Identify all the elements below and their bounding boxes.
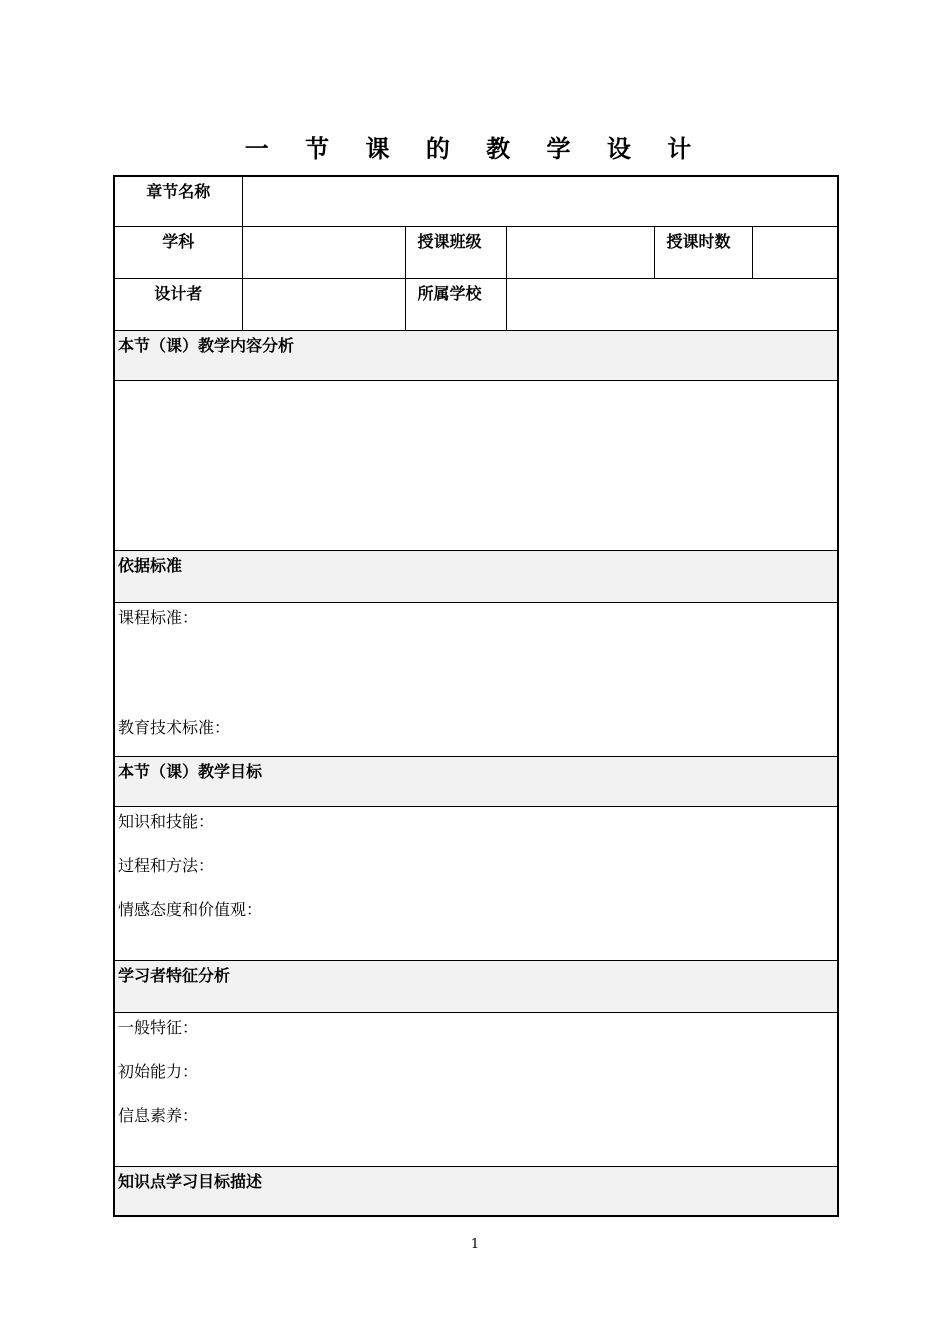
general-features-label: 一般特征：	[118, 1017, 199, 1037]
info-literacy-label: 信息素养：	[118, 1105, 199, 1125]
subject-field[interactable]	[242, 226, 405, 278]
hours-field[interactable]	[752, 226, 838, 278]
content-analysis-body[interactable]	[114, 380, 838, 550]
chapter-label: 章节名称	[114, 176, 242, 226]
learner-header: 学习者特征分析	[114, 960, 838, 1012]
page-number: 1	[470, 1237, 480, 1252]
standards-header: 依据标准	[114, 550, 838, 602]
knowledge-points-header: 知识点学习目标描述	[114, 1166, 838, 1216]
lesson-design-form	[113, 175, 839, 1217]
objectives-header: 本节（课）教学目标	[114, 756, 838, 806]
content-analysis-header: 本节（课）教学内容分析	[114, 330, 838, 380]
course-standard-label: 课程标准：	[118, 607, 199, 627]
hours-label: 授课时数	[654, 226, 752, 278]
subject-label: 学科	[114, 226, 242, 278]
chapter-field[interactable]	[242, 176, 838, 226]
knowledge-skills-label: 知识和技能：	[118, 811, 215, 831]
initial-ability-label: 初始能力：	[118, 1061, 199, 1081]
process-method-label: 过程和方法：	[118, 855, 215, 875]
class-field[interactable]	[506, 226, 654, 278]
learner-body[interactable]	[114, 1012, 838, 1166]
designer-field[interactable]	[242, 278, 405, 330]
emotion-values-label: 情感态度和价值观：	[118, 899, 263, 919]
school-field[interactable]	[506, 278, 838, 330]
class-label: 授课班级	[405, 226, 506, 278]
tech-standard-label: 教育技术标准：	[118, 717, 231, 737]
standards-body[interactable]	[114, 602, 838, 756]
page-title: 一 节 课 的 教 学 设 计	[244, 135, 706, 163]
school-label: 所属学校	[405, 278, 506, 330]
designer-label: 设计者	[114, 278, 242, 330]
objectives-body[interactable]	[114, 806, 838, 960]
